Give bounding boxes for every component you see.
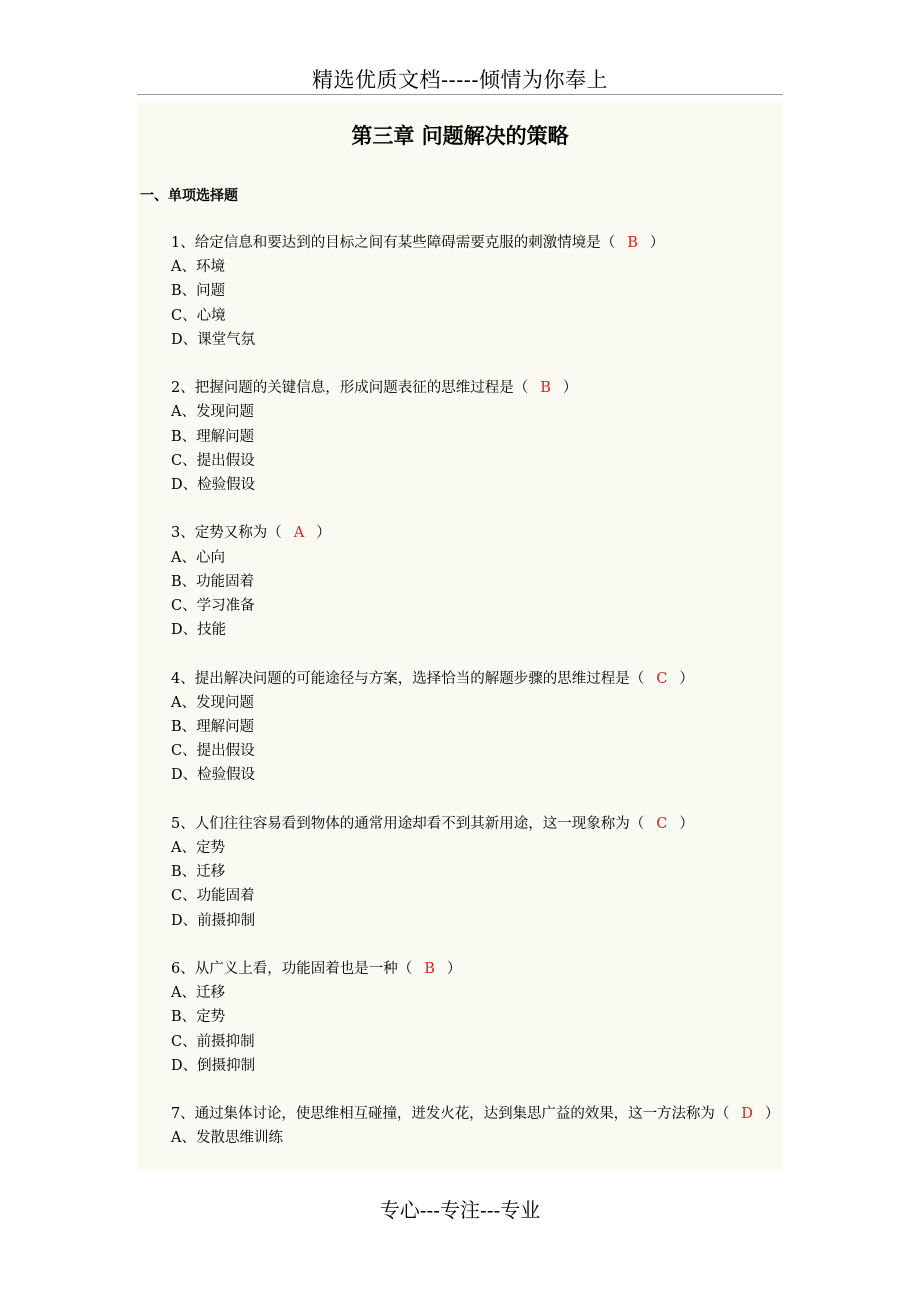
option-d: D、检验假设	[171, 767, 256, 784]
question-stem	[140, 376, 786, 400]
option-a: A、发现问题	[171, 404, 254, 421]
question-stem	[140, 231, 786, 255]
option-c: C、前摄抑制	[171, 1033, 255, 1050]
option-a: A、迁移	[171, 985, 225, 1002]
question-text: 1、给定信息和要达到的目标之间有某些障碍需要克服的刺激情境是（	[171, 235, 616, 251]
question-list	[140, 231, 786, 1175]
question-text-end: ）	[316, 525, 331, 542]
question-1	[140, 231, 786, 352]
option-b: B、定势	[171, 1009, 226, 1026]
option-b: B、理解问题	[171, 428, 255, 445]
question-text-end: ）	[649, 235, 665, 251]
option-c: C、功能固着	[171, 888, 255, 905]
question-stem	[140, 1102, 786, 1126]
chapter-title: 第三章 问题解决的策略	[351, 123, 569, 148]
question-stem	[140, 957, 786, 981]
question-text-end: ）	[764, 1106, 780, 1123]
answer-mark: C	[656, 670, 668, 687]
option-a: A、发现问题	[171, 694, 254, 711]
section-title: 一、单项选择题	[140, 188, 238, 204]
question-6	[140, 957, 786, 1078]
answer-mark: B	[424, 961, 435, 978]
question-text-end: ）	[446, 961, 462, 978]
question-text: 7、通过集体讨论，使思维相互碰撞，迸发火花，达到集思广益的效果，这一方法称为（	[171, 1106, 730, 1123]
question-text: 4、提出解决问题的可能途径与方案，选择恰当的解题步骤的思维过程是（	[171, 670, 645, 687]
header-divider	[137, 94, 783, 95]
question-stem	[140, 812, 786, 836]
option-a: A、定势	[171, 840, 225, 857]
answer-mark: B	[627, 235, 638, 251]
option-d: D、检验假设	[171, 477, 256, 494]
answer-mark: B	[540, 380, 551, 397]
question-text: 2、把握问题的关键信息，形成问题表征的思维过程是（	[171, 380, 529, 397]
question-5	[140, 812, 786, 933]
option-b: B、功能固着	[171, 573, 255, 590]
option-c: C、学习准备	[171, 598, 255, 615]
page-footer: 专心---专注---专业	[379, 1198, 541, 1222]
option-a: A、心向	[171, 549, 225, 566]
option-a: A、环境	[171, 259, 225, 276]
option-d: D、课堂气氛	[171, 331, 256, 348]
option-b: B、问题	[171, 283, 226, 300]
option-d: D、技能	[171, 622, 227, 639]
question-7	[140, 1102, 786, 1150]
option-a: A、发散思维训练	[171, 1130, 283, 1147]
option-c: C、提出假设	[171, 452, 255, 469]
question-text-end: ）	[562, 380, 578, 397]
question-stem	[140, 667, 786, 691]
option-c: C、提出假设	[171, 743, 255, 760]
page-header-title: 精选优质文档-----倾情为你奉上	[312, 68, 608, 92]
answer-mark: C	[656, 815, 668, 832]
question-text-end: ）	[679, 670, 694, 687]
answer-mark: D	[741, 1106, 753, 1123]
question-stem	[140, 521, 786, 545]
question-4	[140, 667, 786, 788]
option-b: B、理解问题	[171, 719, 255, 736]
question-text-end: ）	[679, 815, 694, 832]
question-2	[140, 376, 786, 497]
answer-mark: A	[293, 525, 305, 542]
question-text: 3、定势又称为（	[171, 525, 282, 542]
option-d: D、前摄抑制	[171, 912, 256, 929]
option-b: B、迁移	[171, 864, 226, 881]
option-d: D、倒摄抑制	[171, 1057, 256, 1074]
question-text: 5、人们往往容易看到物体的通常用途却看不到其新用途，这一现象称为（	[171, 815, 645, 832]
question-text: 6、从广义上看，功能固着也是一种（	[171, 961, 413, 978]
option-c: C、心境	[171, 307, 226, 324]
question-3	[140, 521, 786, 642]
